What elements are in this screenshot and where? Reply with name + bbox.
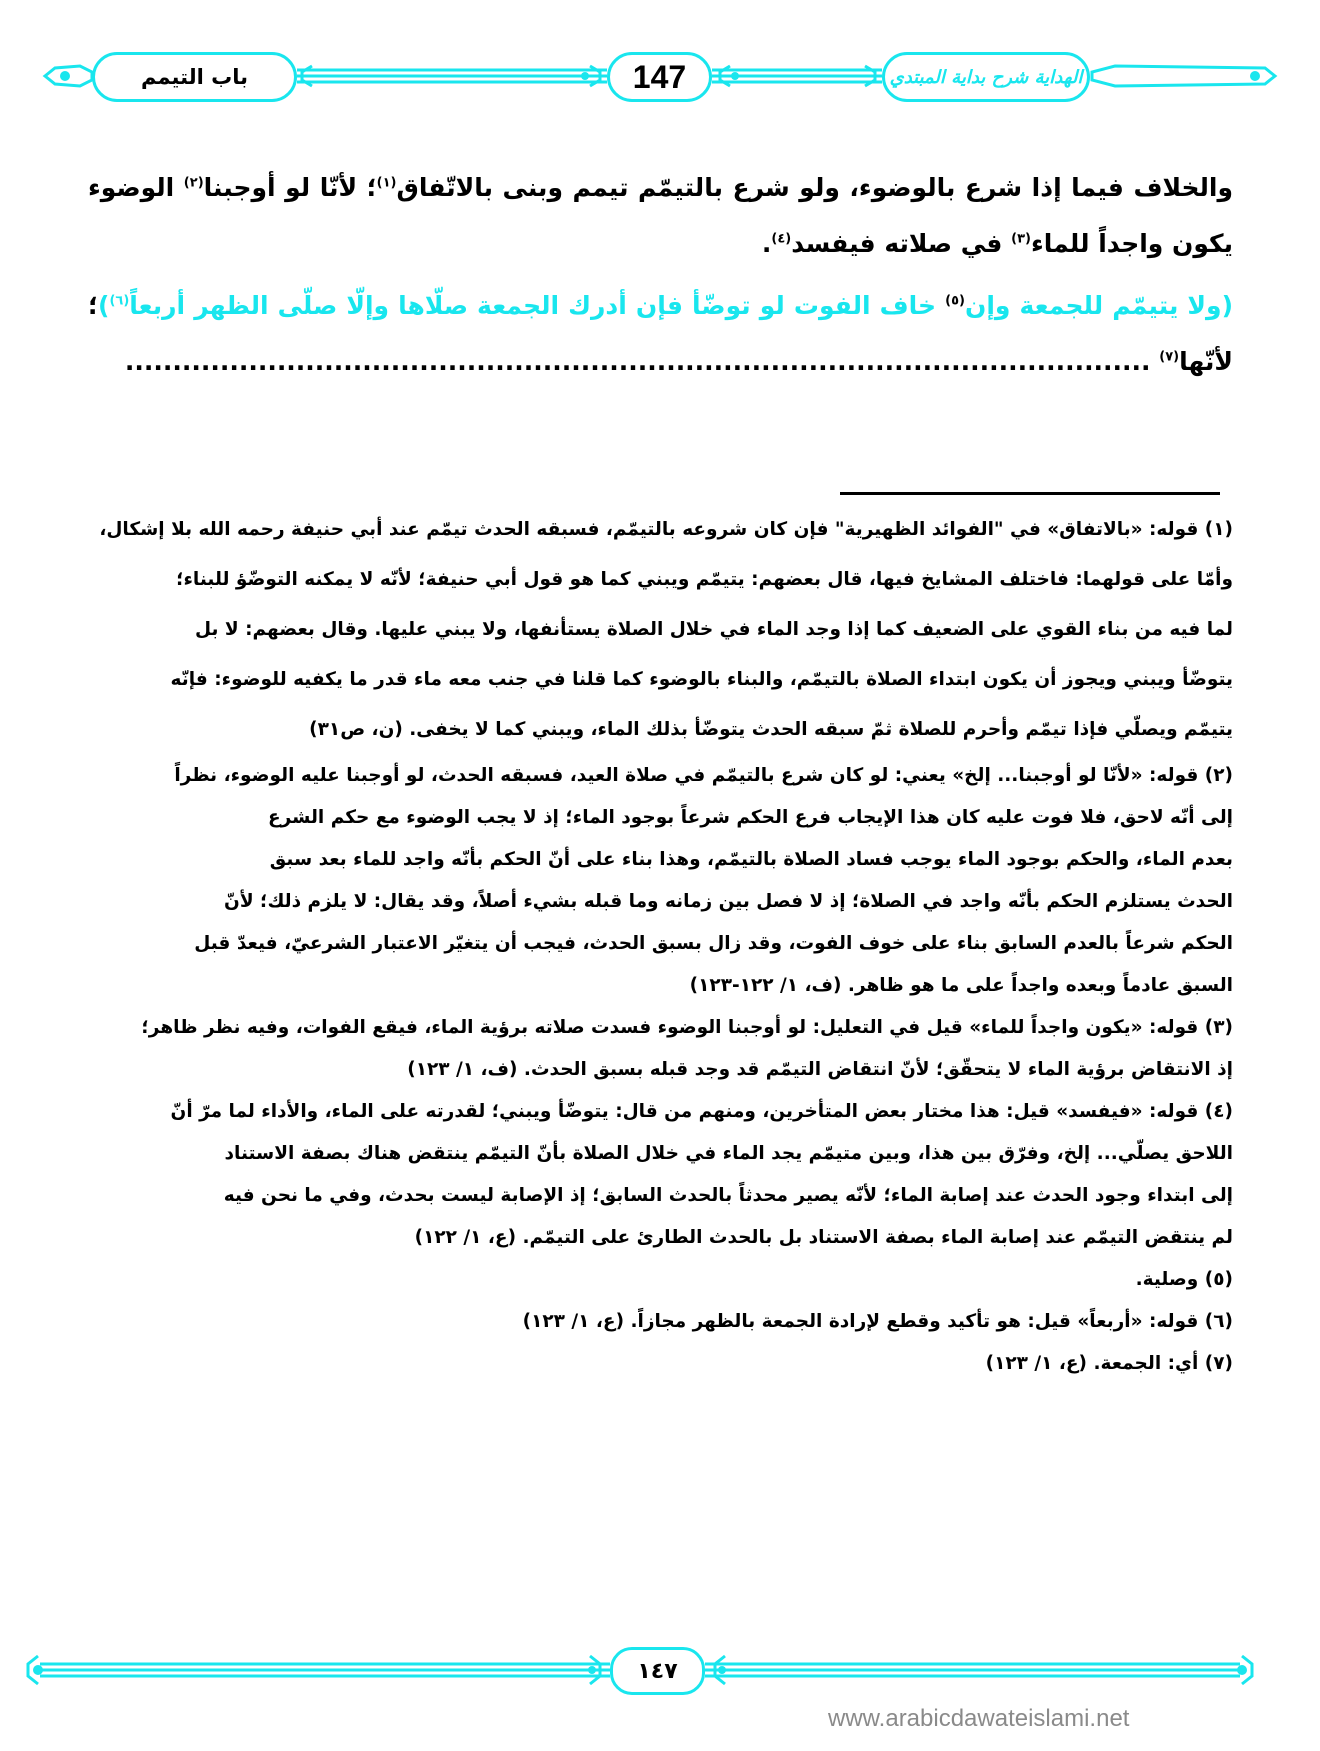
continuation-dots: ............................................................................................................: [124, 347, 1160, 376]
footnote-5: [88, 1259, 1233, 1301]
footer-page-number: ١٤٧: [637, 1658, 678, 1684]
footnote-line: السبق عادماً وبعده واجداً على ما هو ظاهر. (ف، ١/ ١٢٢-١٢٣): [689, 975, 1233, 996]
matn-text: خاف الفوت لو توضّأ فإن أدرك الجمعة صلّاها وإلّا صلّى الظهر أربعاً: [129, 291, 946, 320]
footnote-line: (٢) قوله: «لأنّا لو أوجبنا... إلخ» يعني: لو كان شرع بالتيمّم في صلاة العيد، فسبقه الحدث، لو أوجبنا عليه الوضوء، نظراً: [174, 765, 1233, 786]
footnote-6: [88, 1301, 1233, 1343]
footnote-line: (١) قوله: «بالاتفاق» في "الفوائد الظهيرية" فإن كان شروعه بالتيمّم، فسبقه الحدث تيمّم عند أبي حنيفة رحمه الله بلا إشكال،: [99, 519, 1233, 540]
footnote-line: إذ الانتقاض برؤية الماء لا يتحقّق؛ لأنّ انتقاض التيمّم قد وجد قبله بسبق الحدث. (ف، ١/ ١٢٣): [407, 1059, 1233, 1080]
footnote-line: (٤) قوله: «فيفسد» قيل: هذا مختار بعض المتأخرين، ومنهم من قال: يتوضّأ ويبني؛ لقدرته على الماء، والأداء لما مرّ أنّ: [170, 1101, 1233, 1122]
footnote-4: [88, 1091, 1233, 1259]
footnote-line: إلى ابتداء وجود الحدث عند إصابة الماء؛ لأنّه يصير محدثاً بالحدث السابق؛ إذ الإصابة ليست بحدث، وفي ما نحن فيه: [223, 1185, 1233, 1206]
footnote-ref[interactable]: (٢): [183, 175, 204, 191]
footnote-ref[interactable]: (٤): [771, 231, 792, 247]
footnote-line: لم ينتقض التيمّم عند إصابة الماء بصفة الاستناد بل بالحدث الطارئ على التيمّم. (ع، ١/ ١٢٢): [414, 1227, 1233, 1248]
main-text: [88, 160, 1233, 390]
footnote-1: [88, 505, 1233, 755]
book-title: الهداية شرح بداية المبتدي: [889, 66, 1083, 88]
footnote-ref[interactable]: (٦): [109, 293, 130, 309]
footnote-line: اللاحق يصلّي... إلخ، وفرّق بين هذا، وبين متيمّم يجد الماء في خلال الصلاة بأنّ التيمّم ينتقض هناك بصفة الاستناد: [224, 1143, 1233, 1164]
chapter-title: باب التيمم: [141, 65, 248, 89]
footnote-line: (٣) قوله: «يكون واجداً للماء» قيل في التعليل: لو أوجبنا الوضوء فسدت صلاته برؤية الماء، فيقع الفوات، وفيه نظر ظاهر؛: [141, 1017, 1233, 1038]
footnote-line: بعدم الماء، والحكم بوجود الماء يوجب فساد الصلاة بالتيمّم، وهذا بناء على أنّ الحكم بأنّه واجد للماء بعد سبق: [269, 849, 1233, 870]
footnote-line: (٦) قوله: «أربعاً» قيل: هو تأكيد وقطع لإرادة الجمعة بالظهر مجازاً. (ع، ١/ ١٢٣): [522, 1311, 1233, 1332]
page-header: [0, 0, 1320, 110]
footnote-line: (٥) وصلية.: [1135, 1269, 1233, 1290]
footnote-separator: [840, 492, 1220, 495]
footnote-ref[interactable]: (٥): [945, 293, 965, 309]
footnote-2: [88, 755, 1233, 1007]
book-title-badge: [882, 52, 1090, 102]
footnote-line: إلى أنّه لاحق، فلا فوت عليه كان هذا الإيجاب فرع الحكم شرعاً بوجود الماء؛ إذ لا يجب الوضوء مع حكم الشرع: [268, 807, 1233, 828]
footnote-line: الحدث يستلزم الحكم بأنّه واجد في الصلاة؛ إذ لا فصل بين زمانه وما قبله بشيء أصلاً، وقد يقال: لا يلزم ذلك؛ لأنّ: [224, 891, 1233, 912]
chapter-title-badge: [92, 52, 297, 102]
website-url[interactable]: www.arabicdawateislami.net: [828, 1705, 1130, 1732]
footnotes: [88, 505, 1233, 1385]
footnote-ref[interactable]: (٣): [1011, 231, 1031, 247]
matn-paragraph: (ولا يتيمّم للجمعة وإن$^{(٥)}$ خاف الفوت لو توضّأ فإن أدرك الجمعة صلّاها وإلّا صلّى الظهر أربعاً$^{(٦)}$)؛ لأنّها$^{(٧)}$ ............................................................................................................: [88, 291, 1233, 376]
page-number: 147: [632, 58, 687, 95]
page-number-badge: [607, 52, 712, 102]
footnote-line: وأمّا على قولهما: فاختلف المشايخ فيها، قال بعضهم: يتيمّم ويبني كما هو قول أبي حنيفة؛ لأنّه لا يمكنه التوضّؤ للبناء؛: [176, 569, 1233, 590]
footnote-line: الحكم شرعاً بالعدم السابق بناء على خوف الفوت، وقد زال بسبق الحدث، فيجب أن يتغيّر الاعتبار الشرعيّ، فيعدّ قبل: [194, 933, 1233, 954]
footnote-ref[interactable]: (١): [376, 175, 397, 191]
footnote-7: [88, 1343, 1233, 1385]
footnote-3: [88, 1007, 1233, 1091]
footnote-line: (٧) أي: الجمعة. (ع، ١/ ١٢٣): [985, 1353, 1233, 1374]
main-paragraph: والخلاف فيما إذا شرع بالوضوء، ولو شرع بالتيمّم تيمم وبنى بالاتّفاق$^{(١)}$؛ لأنّا لو أوجبنا$^{(٢)}$ الوضوء يكون واجداً للماء$^{(٣)}$ في صلاته فيفسد$^{(٤)}$.: [88, 173, 1233, 258]
footnote-line: يتوضّأ ويبني ويجوز أن يكون ابتداء الصلاة بالتيمّم، والبناء بالوضوء كما قلنا في جنب معه ماء قدر ما يكفيه للوضوء: فإنّه: [170, 669, 1233, 690]
footnote-line: لما فيه من بناء القوي على الضعيف كما إذا وجد الماء في خلال الصلاة يستأنفها، ولا يبني عليها. وقال بعضهم: لا بل: [195, 619, 1233, 640]
matn-text: (ولا يتيمّم للجمعة وإن: [964, 291, 1233, 320]
footnote-line: يتيمّم ويصلّي فإذا تيمّم وأحرم للصلاة ثمّ سبقه الحدث يتوضّأ بذلك الماء، ويبني كما لا يخفى. (ن، ص٣١): [309, 719, 1233, 740]
footnote-ref[interactable]: (٧): [1159, 349, 1180, 365]
footer-page-number-badge: [610, 1647, 705, 1695]
